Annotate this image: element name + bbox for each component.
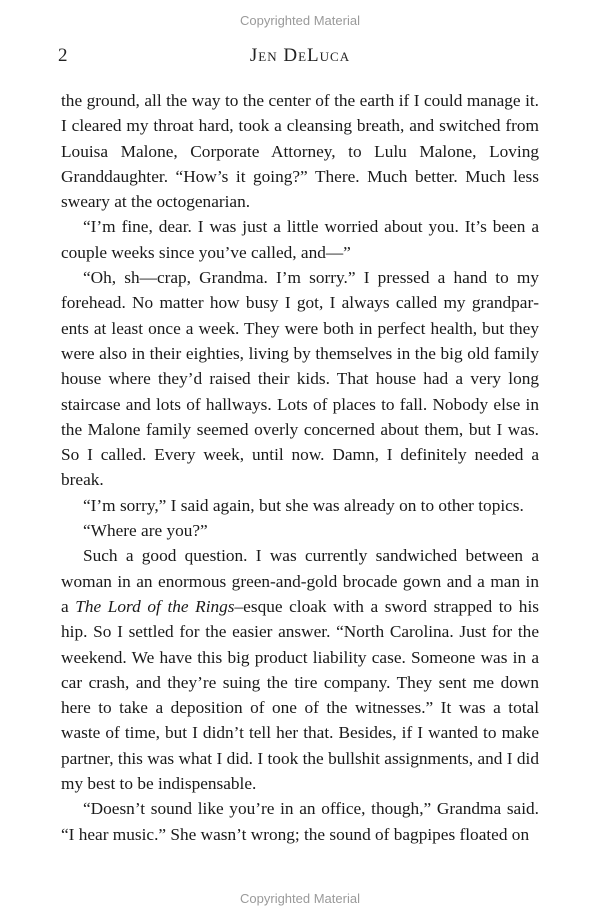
paragraph: the ground, all the way to the center of the earth if I could manage it. I cleared my throat hard, took a cleansing breath, and switched from Louisa Malone, Corporate Attorney, to Lulu Malone, Loving Granddaughter. “How’s it going?” There. Much better. Much less sweary at the octogenarian. [61,91,539,212]
watermark-top: Copyrighted Material [240,13,360,28]
body-text [61,88,539,847]
paragraph-text: esque cloak with a sword strapped to his hip. So I settled for the easier answer. “North Carolina. Just for the weekend. We have this big product liability case. Someone was in a car crash, and they’re suing the tire company. They sent me down here to take a deposition of one of the witnesses.” It was a total waste of time, but I didn’t tell her that. Besides, if I wanted to make partner, this was what I did. I took the bullshit assignments, and I did my best to be indispensable. [61,596,539,794]
page-number: 2 [58,45,68,66]
running-head: Jen DeLuca [249,45,351,66]
paragraph: “I’m fine, dear. I was just a little worried about you. It’s been a couple weeks since you’ve called, and—” [61,217,539,262]
paragraph: “Oh, sh—crap, Grandma. I’m sorry.” I pressed a hand to my forehead. No matter how busy I got, I always called my grandparents at least once a week. They were both in perfect health, but they were also in their eighties, living by themselves in the big old family house where they’d raised their kids. That house had a very long staircase and lots of hallways. Lots of places to fall. Nobody else in the Malone family seemed overly concerned about them, but I was. So I called. Every week, until now. Damn, I definitely needed a break. [61,268,539,490]
paragraph: “Doesn’t sound like you’re in an office, though,” Grandma said. “I hear music.” She wasn’t wrong; the sound of bagpipes floated on [61,799,539,844]
page-header [58,45,542,69]
watermark-bottom: Copyrighted Material [240,891,360,906]
paragraph-text: Such a good question. I was currently sandwiched between a woman in an enormous green-and-gold brocade gown and a man in a [61,546,539,616]
book-title: The Lord of the Rings– [75,596,244,616]
paragraph [61,543,539,796]
paragraph: “I’m sorry,” I said again, but she was already on to other topics. [83,495,524,515]
paragraph: “Where are you?” [83,521,208,541]
